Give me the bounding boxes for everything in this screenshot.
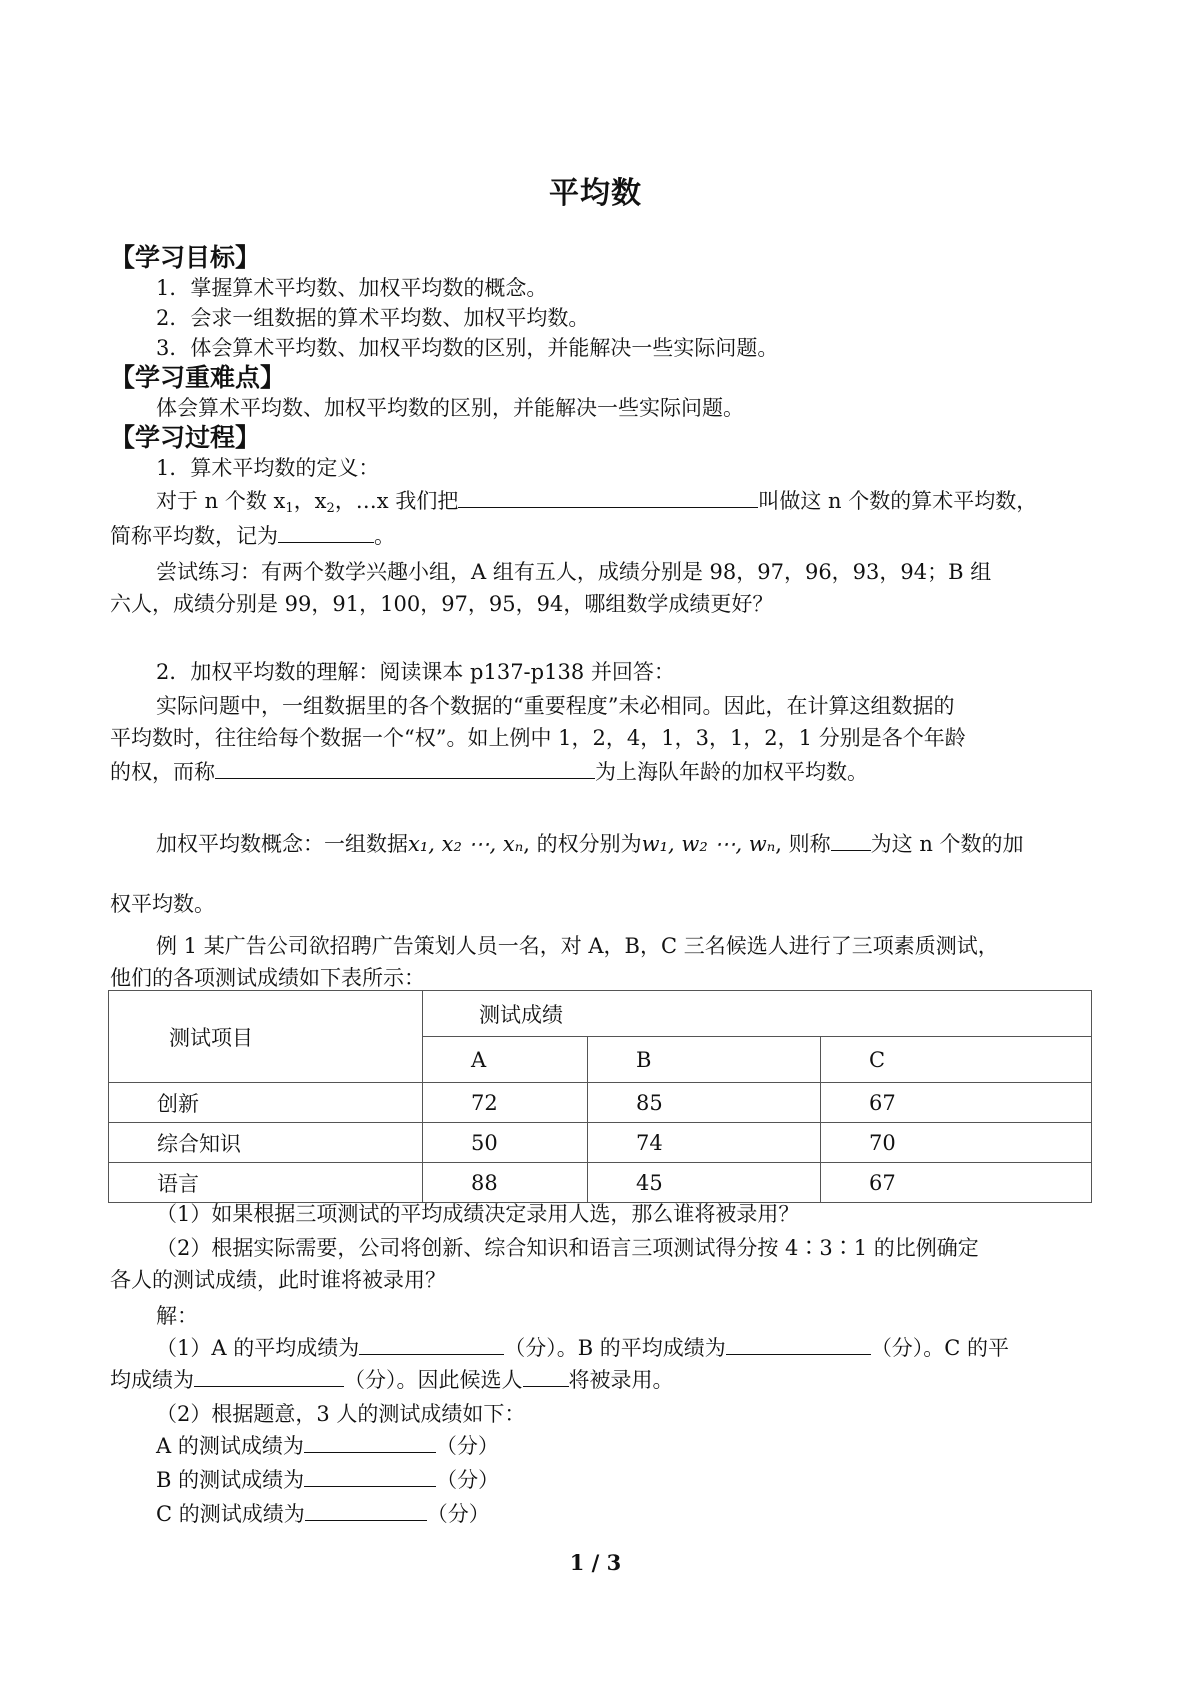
cell-value: 50	[423, 1123, 588, 1163]
a-average-blank[interactable]	[359, 1332, 504, 1355]
definition-line-1: 对于 n 个数 $x_1$，$x_2$，…x 我们把 叫做这 n 个数的算术平均数，	[156, 485, 1037, 516]
process-heading: 【学习过程】	[110, 423, 261, 452]
definition-blank[interactable]	[458, 485, 758, 508]
try-exercise-line-1: 尝试练习：有两个数学兴趣小组，A 组有五人，成绩分别是 98，97，96，93，94；B 组	[156, 560, 992, 584]
answer-1-line-2: 均成绩为 （分）。因此候选人 将被录用。	[110, 1364, 674, 1394]
cell-value: 67	[821, 1083, 1092, 1123]
cell-value: 45	[588, 1163, 821, 1203]
cell-value: 67	[821, 1163, 1092, 1203]
score-header: 测试成绩	[423, 991, 1092, 1037]
scores-table	[108, 990, 1092, 1203]
table-header-row	[109, 991, 1092, 1037]
notation-blank[interactable]	[278, 520, 374, 543]
a-weighted-blank[interactable]	[304, 1430, 436, 1453]
keypoints-heading: 【学习重难点】	[110, 363, 286, 392]
answer-2-intro: （2）根据题意，3 人的测试成绩如下：	[156, 1402, 526, 1426]
answer-2-a: A 的测试成绩为 （分）	[156, 1430, 499, 1460]
x-sequence: x₁, x₂ ⋯, xₙ	[408, 832, 524, 856]
weighted-title: 2．加权平均数的理解：阅读课本 p137-p138 并回答：	[156, 660, 675, 684]
keypoints-text: 体会算术平均数、加权平均数的区别，并能解决一些实际问题。	[156, 396, 744, 420]
c-weighted-blank[interactable]	[305, 1498, 427, 1521]
concept-blank[interactable]	[831, 828, 871, 851]
w-sequence: w₁, w₂ ⋯, wₙ	[641, 832, 776, 856]
row-label: 语言	[109, 1163, 423, 1203]
goal-item-1: 1．掌握算术平均数、加权平均数的概念。	[156, 276, 548, 300]
question-2-line-2: 各人的测试成绩，此时谁将被录用？	[110, 1268, 446, 1292]
definition-title: 1．算术平均数的定义：	[156, 456, 380, 480]
cell-value: 72	[423, 1083, 588, 1123]
answer-2-b: B 的测试成绩为 （分）	[156, 1464, 499, 1494]
cell-value: 74	[588, 1123, 821, 1163]
definition-line-2: 简称平均数，记为 。	[110, 520, 395, 550]
column-header-b: B	[588, 1037, 821, 1083]
b-weighted-blank[interactable]	[304, 1464, 436, 1487]
b-average-blank[interactable]	[726, 1332, 871, 1355]
answer-2-c: C 的测试成绩为 （分）	[156, 1498, 490, 1528]
cell-value: 88	[423, 1163, 588, 1203]
example-line-1: 例 1 某广告公司欲招聘广告策划人员一名，对 A，B，C 三名候选人进行了三项素质测试，	[156, 934, 999, 958]
goal-item-2: 2．会求一组数据的算术平均数、加权平均数。	[156, 306, 590, 330]
c-average-blank[interactable]	[194, 1364, 344, 1387]
item-header: 测试项目	[109, 991, 423, 1083]
page-title: 平均数	[549, 176, 642, 211]
weighted-blank[interactable]	[215, 756, 595, 779]
weighted-line-3: 的权，而称 为上海队年龄的加权平均数。	[110, 756, 868, 786]
weighted-concept-line: 加权平均数概念：一组数据x₁, x₂ ⋯, xₙ, 的权分别为w₁, w₂ ⋯, wₙ, 则称 为这 n 个数的加	[156, 828, 1024, 858]
table-row	[109, 1163, 1092, 1203]
weighted-concept-line-2: 权平均数。	[110, 892, 215, 916]
cell-value: 70	[821, 1123, 1092, 1163]
row-label: 综合知识	[109, 1123, 423, 1163]
try-exercise-line-2: 六人，成绩分别是 99，91，100，97，95，94，哪组数学成绩更好？	[110, 592, 774, 616]
cell-value: 85	[588, 1083, 821, 1123]
table-row	[109, 1083, 1092, 1123]
page-number: 1 / 3	[569, 1550, 622, 1575]
column-header-c: C	[821, 1037, 1092, 1083]
answer-1-line-1: （1）A 的平均成绩为 （分）。B 的平均成绩为 （分）。C 的平	[156, 1332, 1009, 1362]
question-2-line-1: （2）根据实际需要，公司将创新、综合知识和语言三项测试得分按 4∶3∶1 的比例确定	[156, 1236, 979, 1260]
table-row	[109, 1123, 1092, 1163]
goal-item-3: 3．体会算术平均数、加权平均数的区别，并能解决一些实际问题。	[156, 336, 779, 360]
goals-heading: 【学习目标】	[110, 243, 261, 272]
weighted-line-2: 平均数时，往往给每个数据一个“权”。如上例中 1，2，4，1，3，1，2，1 分别是各个年龄	[110, 726, 966, 750]
selected-candidate-blank[interactable]	[523, 1364, 569, 1387]
example-line-2: 他们的各项测试成绩如下表所示：	[110, 966, 425, 990]
column-header-a: A	[423, 1037, 588, 1083]
question-1: （1）如果根据三项测试的平均成绩决定录用人选，那么谁将被录用？	[156, 1202, 800, 1226]
weighted-line-1: 实际问题中，一组数据里的各个数据的“重要程度”未必相同。因此，在计算这组数据的	[156, 694, 955, 718]
solution-label: 解：	[156, 1304, 198, 1328]
row-label: 创新	[109, 1083, 423, 1123]
